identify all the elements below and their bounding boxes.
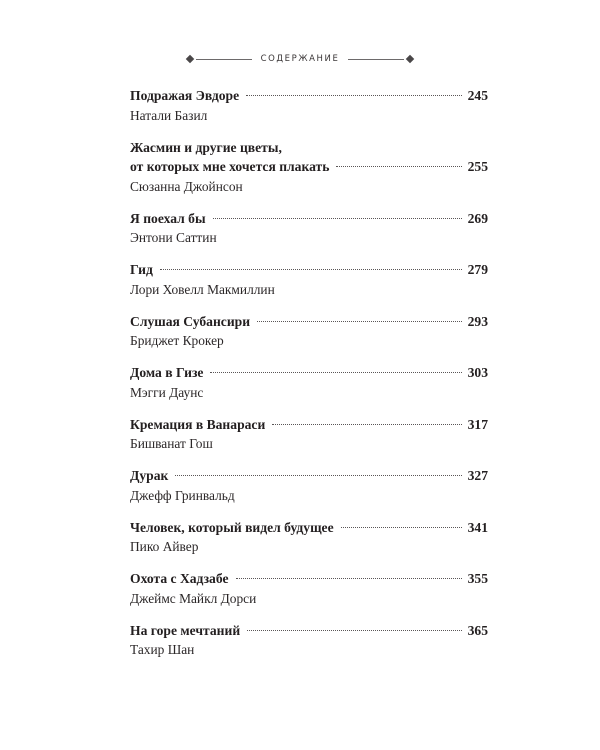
- dot-leader: [257, 321, 462, 322]
- toc-entry: [130, 209, 488, 248]
- toc-page-number: 355: [467, 571, 488, 586]
- toc-entry-title: На горе мечтаний: [130, 622, 241, 638]
- toc-entry: [130, 138, 488, 196]
- toc-entry-author: Натали Базил: [130, 107, 208, 123]
- toc-page-number: 365: [467, 622, 488, 638]
- diamond-ornament-icon: [406, 55, 414, 63]
- toc-entry-title: Гид: [130, 262, 153, 277]
- toc-page-number: 341: [467, 519, 488, 535]
- toc-entry: [130, 466, 488, 505]
- dot-leader: [341, 527, 462, 528]
- dot-leader: [213, 218, 462, 219]
- toc-entry-author: Сюзанна Джойнсон: [130, 178, 243, 194]
- toc-entry-author: Бишванат Гош: [130, 436, 213, 451]
- toc-page-number: 245: [467, 88, 488, 103]
- toc-page-number: 293: [467, 313, 488, 329]
- header-ornament-left: [184, 56, 252, 62]
- toc-page-number: 327: [467, 468, 488, 483]
- toc-entry-title: Кремация в Ванараси: [130, 416, 266, 432]
- dot-leader: [210, 372, 461, 373]
- toc-entry-author: Энтони Саттин: [130, 230, 217, 245]
- dot-leader: [247, 630, 461, 631]
- dot-leader: [175, 475, 461, 476]
- toc-entry: [130, 518, 488, 557]
- toc-entry-title-line: Жасмин и другие цветы,: [130, 139, 282, 155]
- toc-entry: [130, 312, 488, 351]
- toc-page-number: 317: [467, 416, 488, 432]
- toc-entry: [130, 569, 488, 608]
- toc-entry-title: Человек, который видел будущее: [130, 519, 334, 535]
- section-header: [0, 49, 600, 69]
- toc-entry-author: Пико Айвер: [130, 539, 199, 554]
- toc-entry: [130, 363, 488, 402]
- diamond-ornament-icon: [185, 55, 193, 63]
- toc-entry-title: Дома в Гизе: [130, 365, 204, 380]
- dot-leader: [246, 95, 462, 96]
- dot-leader: [236, 578, 462, 579]
- toc-entry: [130, 86, 488, 125]
- dot-leader: [336, 166, 461, 167]
- dot-leader: [160, 269, 462, 270]
- toc-entry-title: Подражая Эвдоре: [130, 88, 240, 103]
- toc-entry-title: Я поехал бы: [130, 210, 206, 226]
- toc-entry-author: Джефф Гринвальд: [130, 487, 235, 503]
- toc-entry-author: Джеймс Майкл Дорси: [130, 590, 257, 606]
- header-ornament-right: [348, 56, 416, 62]
- toc-entry-title: от которых мне хочется плакать: [130, 159, 330, 174]
- toc-page-number: 255: [467, 159, 488, 174]
- toc-entry: [130, 621, 488, 660]
- toc-entry: [130, 415, 488, 454]
- toc-entry-author: Мэгги Даунс: [130, 384, 204, 400]
- toc-entry-author: Лори Ховелл Макмиллин: [130, 281, 275, 297]
- toc-page-number: 303: [467, 365, 488, 380]
- toc-entry-author: Тахир Шан: [130, 642, 195, 657]
- table-of-contents: [130, 86, 488, 672]
- toc-entry: [130, 260, 488, 299]
- toc-page-number: 269: [467, 210, 488, 226]
- toc-entry-author: Бриджет Крокер: [130, 333, 224, 348]
- toc-entry-title: Дурак: [130, 468, 169, 483]
- toc-entry-title: Охота с Хадзабе: [130, 571, 229, 586]
- toc-page-number: 279: [467, 262, 488, 277]
- page-title: СОДЕРЖАНИЕ: [260, 54, 340, 64]
- toc-entry-title: Слушая Субансири: [130, 313, 251, 329]
- dot-leader: [272, 424, 461, 425]
